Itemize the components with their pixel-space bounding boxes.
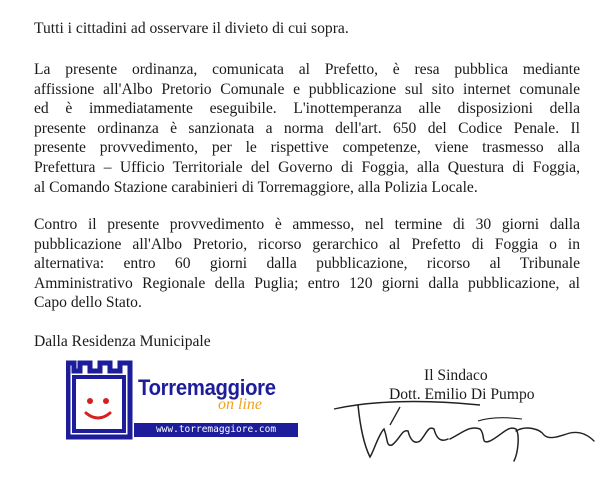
handwritten-signature-icon — [330, 395, 600, 465]
castle-tower-icon — [66, 357, 134, 441]
paragraph-line: presente provvedimento, per le rispettive competenze, viene trasmesso alla — [34, 139, 580, 157]
paragraph-citizens — [34, 19, 580, 39]
logo-url[interactable]: www.torremaggiore.com — [134, 423, 298, 437]
paragraph-line: alternativa: entro 60 giorni dalla pubblicazione, ricorso al Tribunale — [34, 255, 580, 273]
paragraph-line: Contro il presente provvedimento è ammesso, nel termine di 30 giorni dalla — [34, 216, 580, 233]
paragraph-line: Capo dello Stato. — [34, 294, 142, 312]
paragraph-publication — [34, 60, 580, 197]
paragraph-line: ed è immediatamente eseguibile. L'inottemperanza alle disposizioni della — [34, 100, 580, 118]
paragraph-line: presente ordinanza è sanzionata a norma dell'art. 650 del Codice Penale. Il — [34, 119, 580, 137]
cut-off-text-fragment — [330, 0, 390, 4]
signature-name: Dott. Emilio Di Pumpo — [389, 386, 535, 403]
paragraph-line: La presente ordinanza, comunicata al Prefetto, è resa pubblica mediante — [34, 61, 580, 78]
logo-title: Torremaggiore — [138, 375, 276, 400]
paragraph-line: affissione all'Albo Pretorio Comunale e pubblicazione sul sito internet comunale — [34, 80, 580, 98]
signature-title: Il Sindaco — [424, 367, 488, 384]
paragraph-line: Prefettura – Ufficio Territoriale del Governo di Foggia, alla Questura di Foggia, — [34, 158, 580, 176]
paragraph-line: al Comando Stazione carabinieri di Torremaggiore, alla Polizia Locale. — [34, 178, 478, 196]
paragraph-line: Amministrativo Regionale della Puglia; entro 120 giorni dalla pubblicazione, al — [34, 274, 580, 292]
paragraph-appeal — [34, 215, 580, 313]
paragraph-line: pubblicazione all'Albo Pretorio, ricorso gerarchico al Prefetto di Foggia o in — [34, 235, 580, 253]
torremaggiore-logo[interactable] — [66, 357, 298, 441]
paragraph-residence — [34, 332, 580, 352]
paragraph-line: Dalla Residenza Municipale — [34, 333, 211, 350]
logo-subtitle: on line — [218, 396, 262, 413]
paragraph-line: Tutti i cittadini ad osservare il divieto di cui sopra. — [34, 20, 349, 37]
